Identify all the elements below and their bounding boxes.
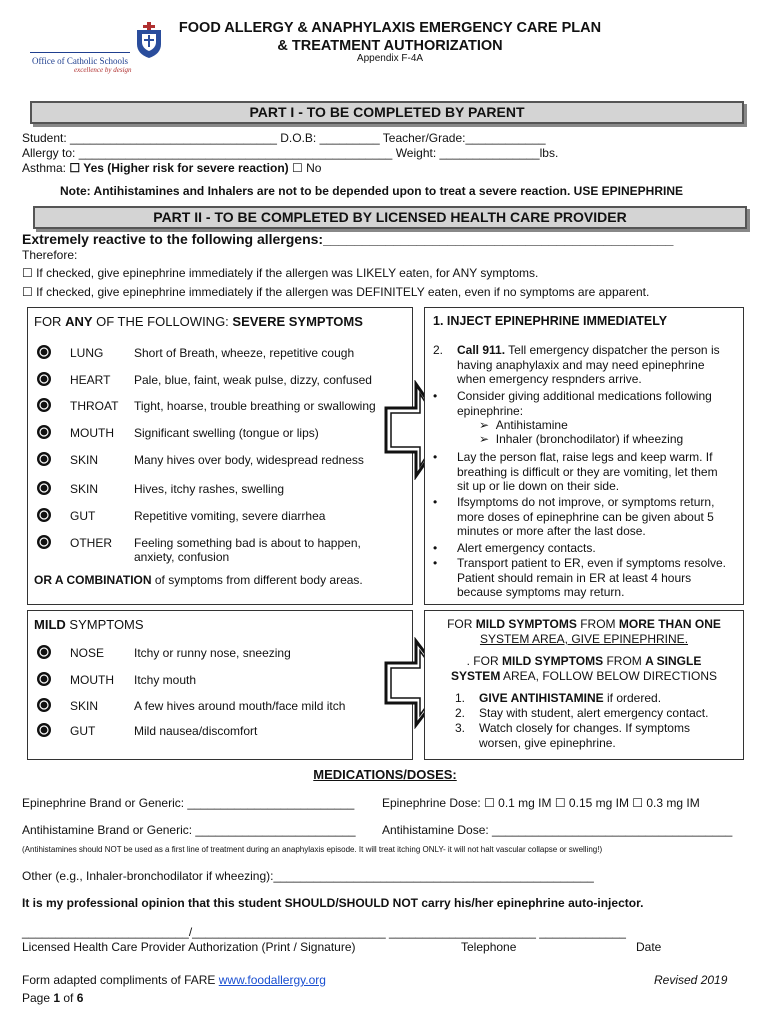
allergy-field[interactable]: Allergy to: _______________________________________________ Weight: _______________lbs. [22, 146, 559, 160]
call-911-number: 2. [433, 343, 444, 357]
asthma-row [22, 161, 321, 176]
symptom-description: Itchy mouth [134, 673, 197, 687]
mild-step-1-bold: GIVE ANTIHISTAMINE [479, 691, 604, 705]
mild-step-3: 3. Watch closely for changes. If symptoms worsen, give epinephrine. [455, 721, 735, 750]
asthma-yes-checkbox[interactable]: ☐ Yes (Higher risk for severe reaction) [69, 161, 289, 175]
page-mid: of [60, 991, 77, 1005]
mild-step-2: 2. Stay with student, alert emergency contact. [455, 706, 735, 721]
severe-heading-bold: SEVERE SYMPTOMS [232, 314, 363, 329]
symptom-description: Significant swelling (tongue or lips) [134, 426, 319, 440]
multi-system-a: FOR [447, 617, 476, 631]
mouth-icon [36, 424, 52, 440]
severe-heading-any: ANY [65, 314, 93, 329]
severe-actions-box [424, 307, 744, 605]
lay-flat-item: • Lay the person flat, raise legs and keep warm. If breathing is difficult or they are vomiting, let them sit up or lie down on their side. [433, 450, 731, 494]
mild-step-2-text: Stay with student, alert emergency contact. [479, 706, 709, 720]
lay-flat-text: Lay the person flat, raise legs and keep warm. If breathing is difficult or they are vomiting, let them sit up or lie down on their side. [457, 450, 718, 493]
mild-heading [34, 617, 144, 632]
skin-icon [36, 451, 52, 467]
other-icon [36, 534, 52, 550]
student-field[interactable]: Student: _______________________________ D.O.B: _________ Teacher/Grade:____________ [22, 131, 546, 145]
mouth-icon [36, 671, 52, 687]
gut-icon [36, 507, 52, 523]
antihistamine-warning: (Antihistamines should NOT be used as a first line of treatment during an anaphylaxis episode. It will treat itching ONLY- it will not halt vascular collapse or swelling!) [22, 845, 603, 854]
foodallergy-link[interactable]: www.foodallergy.org [218, 973, 326, 987]
single-system-a: . FOR [466, 654, 502, 668]
symptom-description: Feeling something bad is about to happen, anxiety, confusion [134, 536, 361, 564]
appendix-label: Appendix F-4A [356, 53, 424, 64]
severe-heading-mid: OF THE FOLLOWING: [92, 314, 233, 329]
symptom-description: Itchy or runny nose, sneezing [134, 646, 291, 660]
symptom-category: GUT [70, 509, 96, 523]
symptom-description: Many hives over body, widespread redness [134, 453, 364, 467]
likely-eaten-checkbox[interactable]: ☐ If checked, give epinephrine immediately if the allergen was LIKELY eaten, for ANY symptoms. [22, 266, 539, 280]
multi-system-c: FROM [576, 617, 619, 631]
part2-heading: PART II - TO BE COMPLETED BY LICENSED HEALTH CARE PROVIDER [33, 206, 747, 229]
other-medication-field[interactable]: Other (e.g., Inhaler-bronchodilator if wheezing):________________________________________________ [22, 869, 594, 883]
call-911-bold: Call 911. [457, 343, 506, 357]
nose-icon [36, 644, 52, 660]
call-911-text: Tell emergency dispatcher the person is having anaphylaxix and may need epinephrine when emergency respnders arrive. [457, 343, 720, 386]
symptom-description: Repetitive vomiting, severe diarrhea [134, 509, 326, 523]
heart-icon [36, 371, 52, 387]
date-label: Date [636, 940, 662, 954]
asthma-label: Asthma: [22, 161, 70, 175]
single-system-f: AREA, FOLLOW BELOW DIRECTIONS [500, 669, 718, 683]
fare-credit-text: Form adapted compliments of FARE [22, 973, 219, 987]
skin-icon [36, 480, 52, 496]
symptom-category: HEART [70, 373, 111, 387]
repeat-dose-item: • Ifsymptoms do not improve, or symptoms return, more doses of epinephrine can be given about 5 minutes or more after the last dose. [433, 495, 731, 539]
signature-lines[interactable]: _________________________/_____________________________ ______________________ _____________ [22, 925, 626, 939]
antihistamine-subitem: ➢ Antihistamine [479, 418, 568, 432]
alert-contacts-item: • Alert emergency contacts. [433, 541, 731, 556]
symptom-description: Mild nausea/discomfort [134, 724, 258, 738]
asthma-no-checkbox[interactable]: ☐ No [288, 161, 322, 175]
multi-system-e: SYSTEM AREA, GIVE EPINEPHRINE. [479, 632, 689, 646]
symptom-category: OTHER [70, 536, 112, 550]
symptom-description: Short of Breath, wheeze, repetitive cough [134, 346, 355, 360]
symptom-description: Tight, hoarse, trouble breathing or swallowing [134, 399, 376, 413]
single-system-instruction [425, 654, 743, 684]
single-system-e: SYSTEM [450, 669, 501, 683]
epinephrine-brand-field[interactable]: Epinephrine Brand or Generic: _________________________ [22, 796, 355, 810]
symptom-category: MOUTH [70, 426, 114, 440]
combination-bold: OR A COMBINATION [34, 573, 152, 587]
antihistamine-brand-field[interactable]: Antihistamine Brand or Generic: ________________________ [22, 823, 356, 837]
epinephrine-note: Note: Antihistamines and Inhalers are not to be depended upon to treat a severe reaction. USE EPINEPHRINE [60, 184, 684, 198]
page-current: 1 [53, 991, 61, 1005]
symptom-category: MOUTH [70, 673, 114, 687]
mild-step-1: 1. GIVE ANTIHISTAMINE if ordered. [455, 691, 662, 705]
mild-step-3-text: Watch closely for changes. If symptoms worsen, give epinephrine. [479, 721, 690, 750]
logo-divider [30, 52, 130, 53]
inject-epinephrine-step: 1. INJECT EPINEPHRINE IMMEDIATELY [433, 314, 668, 328]
multi-system-d: MORE THAN ONE [618, 617, 721, 631]
skin-icon [36, 697, 52, 713]
symptom-category: THROAT [70, 399, 119, 413]
severe-heading [34, 314, 363, 329]
medications-heading: MEDICATIONS/DOSES: [313, 767, 457, 782]
mild-heading-bold: MILD [34, 617, 66, 632]
symptom-category: LUNG [70, 346, 104, 360]
inhaler-subitem: ➢ Inhaler (bronchodilator) if wheezing [479, 432, 684, 446]
logo-org-name: Office of Catholic Schools [32, 56, 129, 66]
antihistamine-dose-field[interactable]: Antihistamine Dose: ____________________________________ [382, 823, 733, 837]
transport-er-item: • Transport patient to ER, even if symptoms resolve. Patient should remain in ER at least 4 hours because symptoms may return. [433, 556, 731, 600]
combination-note [34, 573, 363, 587]
form-title-line1: FOOD ALLERGY & ANAPHYLAXIS EMERGENCY CARE PLAN [178, 20, 602, 36]
single-system-b: MILD SYMPTOMS [501, 654, 604, 668]
page-number [22, 991, 83, 1006]
mild-step-1-text: if ordered. [603, 691, 662, 705]
throat-icon [36, 397, 52, 413]
combination-rest: of symptoms from different body areas. [151, 573, 363, 587]
antihistamine-subitem-text: Antihistamine [495, 418, 568, 432]
provider-signature-label: Licensed Health Care Provider Authorization (Print / Signature) [22, 940, 356, 954]
symptom-description: Hives, itchy rashes, swelling [134, 482, 285, 496]
symptom-category: SKIN [70, 453, 99, 467]
logo-tagline: excellence by design [74, 66, 132, 74]
page-pre: Page [22, 991, 54, 1005]
repeat-dose-text: Ifsymptoms do not improve, or symptoms return, more doses of epinephrine can be given about 5 minutes or more after the last dose. [457, 495, 715, 538]
multi-system-b: MILD SYMPTOMS [475, 617, 577, 631]
mild-heading-rest: SYMPTOMS [65, 617, 144, 632]
call-911-step [433, 343, 731, 387]
form-title-line2: & TREATMENT AUTHORIZATION [277, 38, 503, 54]
definitely-eaten-checkbox[interactable]: ☐ If checked, give epinephrine immediately if the allergen was DEFINITELY eaten, even if no symptoms are apparent. [22, 285, 650, 299]
fare-credit [22, 973, 326, 988]
severe-symptoms-box [27, 307, 413, 605]
mild-actions-box [424, 610, 744, 760]
part1-heading: PART I - TO BE COMPLETED BY PARENT [30, 101, 744, 124]
additional-meds-item: • Consider giving additional medications following epinephrine: [433, 389, 731, 418]
gut-icon [36, 722, 52, 738]
lung-icon [36, 344, 52, 360]
transport-er-text: Transport patient to ER, even if symptoms resolve. Patient should remain in ER at least 4 hours because symptoms may return. [457, 556, 726, 599]
additional-meds-text: Consider giving additional medications following epinephrine: [457, 389, 712, 418]
symptom-description: A few hives around mouth/face mild itch [134, 699, 346, 713]
revised-date: Revised 2019 [654, 973, 728, 987]
symptom-category: SKIN [70, 699, 99, 713]
symptom-category: NOSE [70, 646, 105, 660]
mild-symptoms-box [27, 610, 413, 760]
therefore-label: Therefore: [22, 248, 78, 262]
epinephrine-dose-options[interactable]: Epinephrine Dose: ☐ 0.1 mg IM ☐ 0.15 mg IM ☐ 0.3 mg IM [382, 796, 700, 810]
allergens-field[interactable]: Extremely reactive to the following allergens:_____________________________________________ [22, 231, 674, 247]
symptom-description: Pale, blue, faint, weak pulse, dizzy, confused [134, 373, 372, 387]
telephone-label: Telephone [461, 940, 517, 954]
severe-heading-pre: FOR [34, 314, 66, 329]
single-system-c: FROM [603, 654, 646, 668]
page-total: 6 [76, 991, 84, 1005]
alert-contacts-text: Alert emergency contacts. [457, 541, 596, 555]
symptom-category: SKIN [70, 482, 99, 496]
auto-injector-opinion: It is my professional opinion that this student SHOULD/SHOULD NOT carry his/her epinephrine auto-injector. [22, 896, 644, 910]
symptom-category: GUT [70, 724, 96, 738]
inhaler-subitem-text: Inhaler (bronchodilator) if wheezing [495, 432, 684, 446]
multi-system-instruction [425, 617, 743, 647]
single-system-d: A SINGLE [645, 654, 702, 668]
